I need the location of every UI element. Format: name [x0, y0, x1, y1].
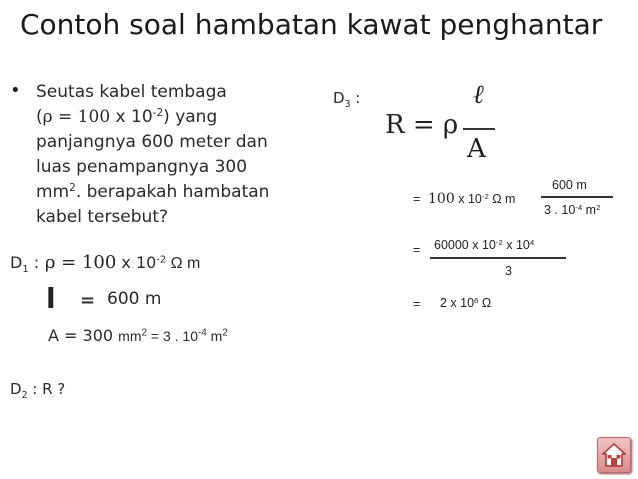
area-conversion: = 3 . 10	[147, 328, 198, 344]
rho-value-tail: 0	[104, 252, 117, 273]
problem-line-2	[36, 105, 269, 130]
length-symbol: l	[46, 282, 56, 315]
unit-m: m	[582, 203, 597, 217]
problem-line-5	[36, 180, 269, 205]
d2-label: D	[10, 380, 22, 398]
step2-fraction-line	[430, 257, 566, 259]
d3-subscript: 3	[344, 99, 351, 110]
d1-label: D	[10, 253, 23, 272]
times-ten: 0 x $10^{-2}$	[99, 107, 164, 127]
exponent: -4	[197, 327, 207, 339]
times-ten: x 10	[502, 238, 530, 252]
exponent: -2	[481, 191, 489, 201]
exponent: -2	[495, 237, 503, 247]
step1-numerator: 600 m	[552, 178, 587, 192]
paren-open: (	[36, 107, 43, 127]
exponent: 2	[69, 182, 76, 195]
d3-line	[333, 89, 361, 110]
d3-label: D	[333, 89, 345, 107]
step2-numerator	[434, 238, 534, 252]
problem-line-4: luas penampangnya 300	[36, 157, 248, 177]
length-value: 600 m	[107, 289, 162, 309]
exponent: -2	[156, 254, 167, 266]
step1-equals: =	[413, 192, 421, 206]
question-text: . berapakah hambatan	[75, 182, 270, 202]
problem-statement	[36, 80, 269, 230]
times-ten: x 10	[454, 192, 482, 206]
step1-rho	[428, 191, 515, 207]
times-ten: x 10	[116, 253, 157, 272]
exponent: -2	[152, 107, 164, 120]
problem-line-1: Seutas kabel tembaga	[36, 82, 227, 102]
paren-close: ) yang	[163, 107, 218, 127]
exponent: 6	[474, 295, 479, 305]
bullet-dot: •	[10, 80, 21, 101]
result-value: 2 x 10	[440, 296, 475, 310]
rho-value-tail: 0	[445, 191, 455, 207]
exponent: -4	[575, 202, 583, 212]
rho-value: 10	[428, 191, 446, 207]
formula-fraction-line	[463, 128, 495, 130]
d2-question: : R ?	[27, 380, 66, 398]
unit-mm: mm	[36, 182, 70, 202]
step3-result	[440, 296, 491, 310]
area-line	[48, 326, 228, 345]
num-value: 60000 x 10	[434, 238, 496, 252]
problem-line-6: kabel tersebut?	[36, 207, 169, 227]
unit-ohm-meter: Ω m	[166, 255, 201, 272]
step1-fraction-line	[541, 196, 613, 198]
d2-subscript: 2	[21, 390, 28, 401]
problem-line-3: panjangnya 600 meter dan	[36, 132, 268, 152]
step2-equals: =	[413, 243, 421, 257]
unit-ohm: Ω	[478, 296, 492, 310]
den-value: 3 . 10	[544, 203, 576, 217]
colon: :	[350, 89, 361, 107]
step2-denominator: 3	[505, 264, 512, 278]
exponent: 2	[141, 327, 147, 339]
rho-value: ρ = 10	[42, 107, 100, 127]
slide-title: Contoh soal hambatan kawat penghantar	[20, 8, 603, 41]
exponent: 2	[596, 202, 601, 212]
exponent: 4	[529, 237, 535, 247]
formula-denominator: A	[467, 134, 486, 164]
home-button[interactable]	[597, 437, 631, 473]
unit-m: m	[206, 328, 223, 344]
length-equals: =	[80, 290, 96, 311]
colon: :	[28, 253, 40, 272]
area-text: A = 300	[48, 326, 119, 345]
step1-denominator	[544, 203, 600, 217]
exponent: 2	[222, 327, 228, 339]
d2-line	[10, 380, 66, 401]
unit-mm: mm	[118, 328, 142, 344]
unit-ohm-meter: Ω m	[488, 192, 516, 206]
rho-value: ρ = 10	[39, 252, 105, 273]
step3-equals: =	[413, 297, 421, 311]
formula-lhs: R = ρ	[385, 110, 459, 140]
formula-numerator: ℓ	[473, 80, 484, 110]
d1-subscript: 1	[22, 264, 29, 276]
home-icon	[602, 442, 626, 468]
d1-rho-line	[10, 252, 201, 276]
